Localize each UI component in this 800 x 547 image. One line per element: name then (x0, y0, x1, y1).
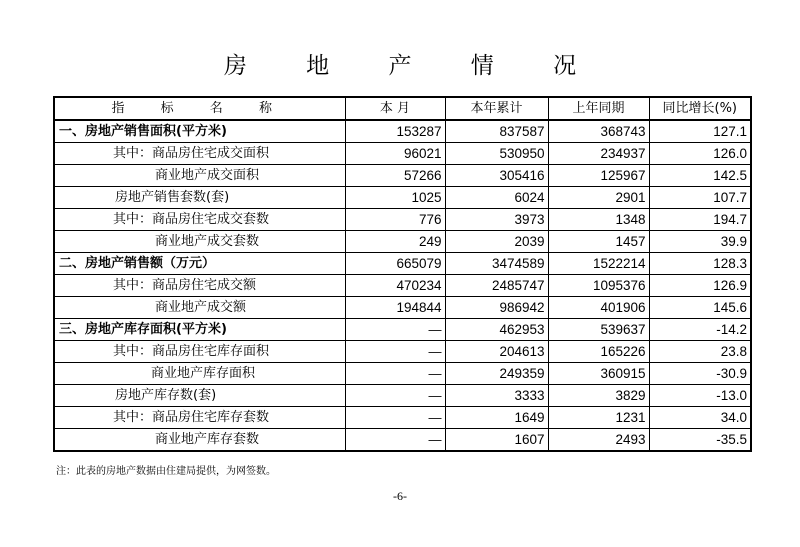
row-label: 其中：商品房住宅成交套数 (54, 209, 345, 231)
cell-last-year: 125967 (548, 165, 649, 187)
cell-last-year: 165226 (548, 341, 649, 363)
header-last-year-same-period: 上年同期 (548, 97, 649, 120)
cell-yoy-growth: 142.5 (649, 165, 751, 187)
real-estate-table (53, 96, 752, 452)
cell-year-to-date: 1607 (445, 429, 548, 452)
cell-yoy-growth: -35.5 (649, 429, 751, 452)
cell-this-month: 194844 (345, 297, 445, 319)
cell-last-year: 368743 (548, 120, 649, 143)
table-row (54, 275, 751, 297)
page-number: -6- (393, 489, 407, 503)
table-row (54, 341, 751, 363)
row-label: 其中：商品房住宅库存面积 (54, 341, 345, 363)
row-label: 三、房地产库存面积(平方米) (54, 319, 345, 341)
cell-yoy-growth: 107.7 (649, 187, 751, 209)
cell-yoy-growth: 128.3 (649, 253, 751, 275)
cell-this-month: — (345, 429, 445, 452)
table-header-row (54, 97, 751, 120)
header-indicator-name: 指 标 名 称 (54, 97, 345, 120)
cell-last-year: 3829 (548, 385, 649, 407)
row-label: 房地产库存数(套) (54, 385, 345, 407)
cell-year-to-date: 249359 (445, 363, 548, 385)
cell-yoy-growth: 145.6 (649, 297, 751, 319)
table-row (54, 407, 751, 429)
cell-year-to-date: 986942 (445, 297, 548, 319)
cell-yoy-growth: 127.1 (649, 120, 751, 143)
row-label: 商业地产库存面积 (54, 363, 345, 385)
table-row (54, 165, 751, 187)
cell-year-to-date: 1649 (445, 407, 548, 429)
cell-yoy-growth: 23.8 (649, 341, 751, 363)
table-row (54, 319, 751, 341)
cell-last-year: 2493 (548, 429, 649, 452)
table-row (54, 363, 751, 385)
table-row (54, 231, 751, 253)
table-row (54, 209, 751, 231)
cell-yoy-growth: -30.9 (649, 363, 751, 385)
cell-this-month: 57266 (345, 165, 445, 187)
row-label: 商业地产成交套数 (54, 231, 345, 253)
row-label: 一、房地产销售面积(平方米) (54, 120, 345, 143)
cell-year-to-date: 462953 (445, 319, 548, 341)
cell-last-year: 539637 (548, 319, 649, 341)
cell-this-month: 153287 (345, 120, 445, 143)
cell-last-year: 1231 (548, 407, 649, 429)
footnote: 注：此表的房地产数据由住建局提供，为网签数。 (56, 466, 276, 477)
cell-this-month: 665079 (345, 253, 445, 275)
cell-last-year: 234937 (548, 143, 649, 165)
cell-this-month: 470234 (345, 275, 445, 297)
page-title: 房 地 产 情 况 (223, 53, 603, 79)
row-label: 商业地产库存套数 (54, 429, 345, 452)
cell-year-to-date: 530950 (445, 143, 548, 165)
cell-last-year: 1348 (548, 209, 649, 231)
cell-last-year: 1457 (548, 231, 649, 253)
table-row (54, 187, 751, 209)
table-row (54, 120, 751, 143)
cell-this-month: — (345, 341, 445, 363)
cell-last-year: 401906 (548, 297, 649, 319)
cell-last-year: 1522214 (548, 253, 649, 275)
cell-yoy-growth: 126.0 (649, 143, 751, 165)
header-yoy-growth: 同比增长(%) (649, 97, 751, 120)
table-row (54, 429, 751, 452)
cell-yoy-growth: 34.0 (649, 407, 751, 429)
cell-year-to-date: 305416 (445, 165, 548, 187)
row-label: 商业地产成交额 (54, 297, 345, 319)
cell-yoy-growth: 39.9 (649, 231, 751, 253)
row-label: 房地产销售套数(套) (54, 187, 345, 209)
cell-last-year: 360915 (548, 363, 649, 385)
header-this-month: 本 月 (345, 97, 445, 120)
header-year-to-date: 本年累计 (445, 97, 548, 120)
cell-last-year: 1095376 (548, 275, 649, 297)
row-label: 二、房地产销售额（万元） (54, 253, 345, 275)
cell-year-to-date: 2485747 (445, 275, 548, 297)
table-row (54, 297, 751, 319)
cell-this-month: — (345, 319, 445, 341)
cell-year-to-date: 204613 (445, 341, 548, 363)
row-label: 其中：商品房住宅成交面积 (54, 143, 345, 165)
cell-year-to-date: 3973 (445, 209, 548, 231)
cell-last-year: 2901 (548, 187, 649, 209)
cell-year-to-date: 837587 (445, 120, 548, 143)
cell-this-month: — (345, 385, 445, 407)
cell-yoy-growth: -14.2 (649, 319, 751, 341)
table-row (54, 253, 751, 275)
cell-yoy-growth: 194.7 (649, 209, 751, 231)
cell-this-month: 776 (345, 209, 445, 231)
cell-yoy-growth: -13.0 (649, 385, 751, 407)
cell-this-month: 249 (345, 231, 445, 253)
cell-this-month: — (345, 363, 445, 385)
row-label: 其中：商品房住宅成交额 (54, 275, 345, 297)
cell-this-month: 96021 (345, 143, 445, 165)
cell-this-month: 1025 (345, 187, 445, 209)
cell-year-to-date: 6024 (445, 187, 548, 209)
row-label: 商业地产成交面积 (54, 165, 345, 187)
row-label: 其中：商品房住宅库存套数 (54, 407, 345, 429)
cell-year-to-date: 2039 (445, 231, 548, 253)
table-row (54, 385, 751, 407)
cell-year-to-date: 3333 (445, 385, 548, 407)
table-row (54, 143, 751, 165)
cell-yoy-growth: 126.9 (649, 275, 751, 297)
cell-this-month: — (345, 407, 445, 429)
cell-year-to-date: 3474589 (445, 253, 548, 275)
